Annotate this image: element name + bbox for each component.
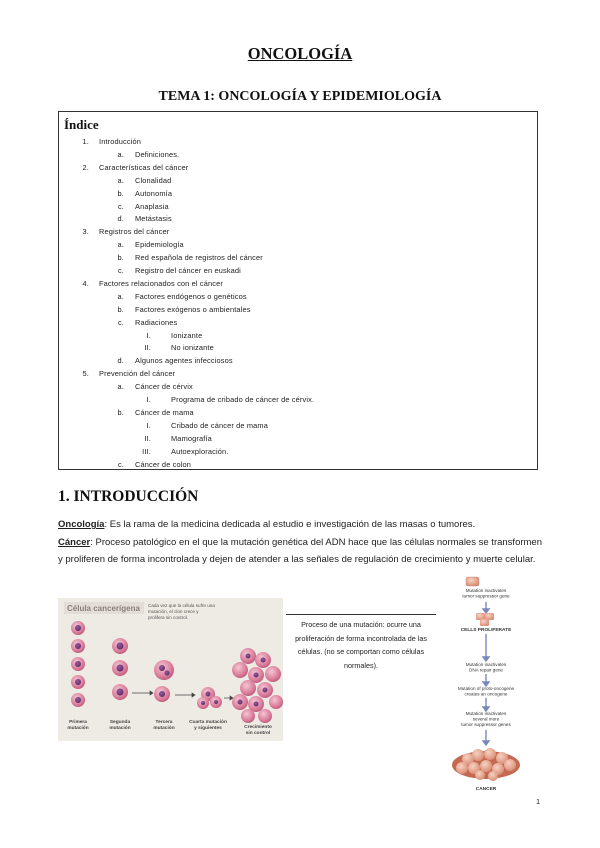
cancer-cell-illustration <box>58 598 283 741</box>
index-item-text: Anaplasia <box>135 201 169 211</box>
index-item-text: Metástasis <box>135 214 172 224</box>
index-item-text: Introducción <box>99 137 142 146</box>
cancer-cell-mass <box>452 748 520 781</box>
index-item-marker: c. <box>117 266 124 275</box>
stage-2-cells <box>112 638 128 700</box>
index-item-text: Clonalidad <box>135 175 172 185</box>
flow-step-3: Mutation inactivates DNA repair gene <box>465 662 507 673</box>
stage-3-cells <box>154 660 174 702</box>
document-subtitle: TEMA 1: ONCOLOGÍA Y EPIDEMIOLOGÍA <box>158 89 442 104</box>
stage-1-cells <box>71 621 85 707</box>
section-title: 1. INTRODUCCIÓN <box>58 488 199 505</box>
index-item-marker: III. <box>142 446 151 456</box>
mutation-flow-figure <box>438 573 548 798</box>
index-item-marker: c. <box>117 459 124 469</box>
index-item-marker: a. <box>117 240 124 250</box>
figure-left-title: Célula cancerígena <box>67 604 140 613</box>
index-item-marker: c. <box>117 201 124 211</box>
index-heading: Índice <box>64 117 99 132</box>
cancer-cell-figure <box>58 598 283 741</box>
index-item-text: Mamografía <box>171 433 212 443</box>
index-item-marker: 4. <box>82 278 89 288</box>
figure-left-note-line: Cada vez que la célula sufre una <box>148 603 215 608</box>
proliferating-cells <box>476 613 494 626</box>
index-item-marker: c. <box>117 317 124 327</box>
index-item-text: Factores endógenos o genéticos <box>135 291 247 301</box>
index-item-text: Programa de cribado de cáncer de cérvix. <box>171 395 315 404</box>
single-cell <box>466 577 479 586</box>
figure-caption: Proceso de una mutación: ocurre una proliferación de forma incontrolada de las células. (no se comportan como células normales). <box>286 614 436 678</box>
index-item-marker: 5. <box>82 369 89 379</box>
definition-oncologia-text: : Es la rama de la medicina dedicada al estudio e investigación de las masas o tumores. <box>104 519 476 530</box>
index-item-text: Red española de registros del cáncer <box>135 253 263 263</box>
index-item-marker: a. <box>117 291 124 301</box>
index-item-marker: b. <box>117 407 124 417</box>
index-item-text: No ionizante <box>171 343 214 353</box>
index-item-text: Cáncer de cérvix <box>135 382 193 392</box>
definition-cancer-text: : Proceso patológico en el que la mutación genética del ADN hace que las células normales se transformen y proliferen de forma incontrolada y dejen de atender a las señales de regulación de crecimiento y muerte celular. <box>58 537 542 565</box>
index-item-text: Cáncer de colon <box>135 459 192 469</box>
flow-step-1: Mutation inactivates tumor suppressor gene <box>462 588 510 599</box>
figure-left-note <box>148 603 216 620</box>
index-item-marker: a. <box>117 175 124 185</box>
definition-oncologia <box>58 517 542 534</box>
stage-5-tumor-cluster <box>232 648 283 723</box>
index-item-text: Factores relacionados con el cáncer <box>99 278 223 288</box>
index-item-text: Cáncer de mama <box>135 407 194 417</box>
index-item-text: Factores exógenos o ambientales <box>135 304 251 314</box>
stage-label-3: Tercera mutación <box>153 720 175 731</box>
document-title: ONCOLOGÍA <box>247 44 353 63</box>
index-item-marker: d. <box>117 214 124 224</box>
stage-label-5: Crecimiento sin control <box>244 725 272 736</box>
index-item-marker: II. <box>144 343 151 353</box>
stage-label-1: Primera mutación <box>67 720 89 731</box>
index-item-text: Características del cáncer <box>99 162 189 172</box>
index-item-marker: 2. <box>82 162 89 172</box>
flow-step-6: CANCER <box>475 787 497 792</box>
index-item-text: Autoexploración. <box>171 446 229 456</box>
term-oncologia: Oncología <box>58 519 105 530</box>
figure-left-note-line: prolifera sin control. <box>148 615 189 620</box>
index-item-marker: a. <box>117 149 124 159</box>
index-item-marker: 1. <box>82 137 89 146</box>
flow-step-5: Mutation inactivates several more tumor suppressor genes <box>461 711 511 727</box>
flow-step-4: Mutation of proto-oncogene creates an oncogene <box>457 686 515 697</box>
definition-cancer <box>58 535 542 568</box>
stage-4-cells <box>197 687 222 709</box>
index-item-marker: b. <box>117 304 124 314</box>
index-item-text: Radiaciones <box>135 317 178 327</box>
index-item-text: Epidemiología <box>135 240 184 250</box>
index-box <box>58 111 538 470</box>
index-item-marker: d. <box>117 356 124 366</box>
index-item-marker: 3. <box>82 227 89 237</box>
stage-label-4: Cuarta mutación y siguientes <box>189 720 227 731</box>
index-item-marker: b. <box>117 188 124 198</box>
index-item-marker: I. <box>146 330 151 340</box>
mutation-flow-diagram <box>438 573 548 798</box>
term-cancer: Cáncer <box>58 537 91 548</box>
index-item-marker: a. <box>117 382 124 392</box>
flow-step-2: CELLS PROLIFERATE <box>460 628 512 633</box>
index-item-marker: II. <box>144 433 151 443</box>
stage-label-2: Segunda mutación <box>109 720 131 731</box>
index-item-text: Registro del cáncer en euskadi <box>135 266 241 275</box>
index-item-marker: b. <box>117 253 124 263</box>
index-item-marker: I. <box>146 395 151 404</box>
index-item-text: Cribado de cáncer de mama <box>171 420 269 430</box>
index-item-marker: I. <box>146 420 151 430</box>
index-item-text: Registros del cáncer <box>99 227 170 237</box>
index-item-text: Definiciones. <box>135 149 180 159</box>
index-item-text: Algunos agentes infecciosos <box>135 356 233 366</box>
index-item-text: Autonomía <box>135 188 173 198</box>
index-item-text: Prevención del cáncer <box>99 369 176 379</box>
page-number: 1 <box>536 797 541 806</box>
index-item-text: Ionizante <box>171 330 203 340</box>
figure-left-note-line: mutación, el clon crece y <box>148 609 199 614</box>
